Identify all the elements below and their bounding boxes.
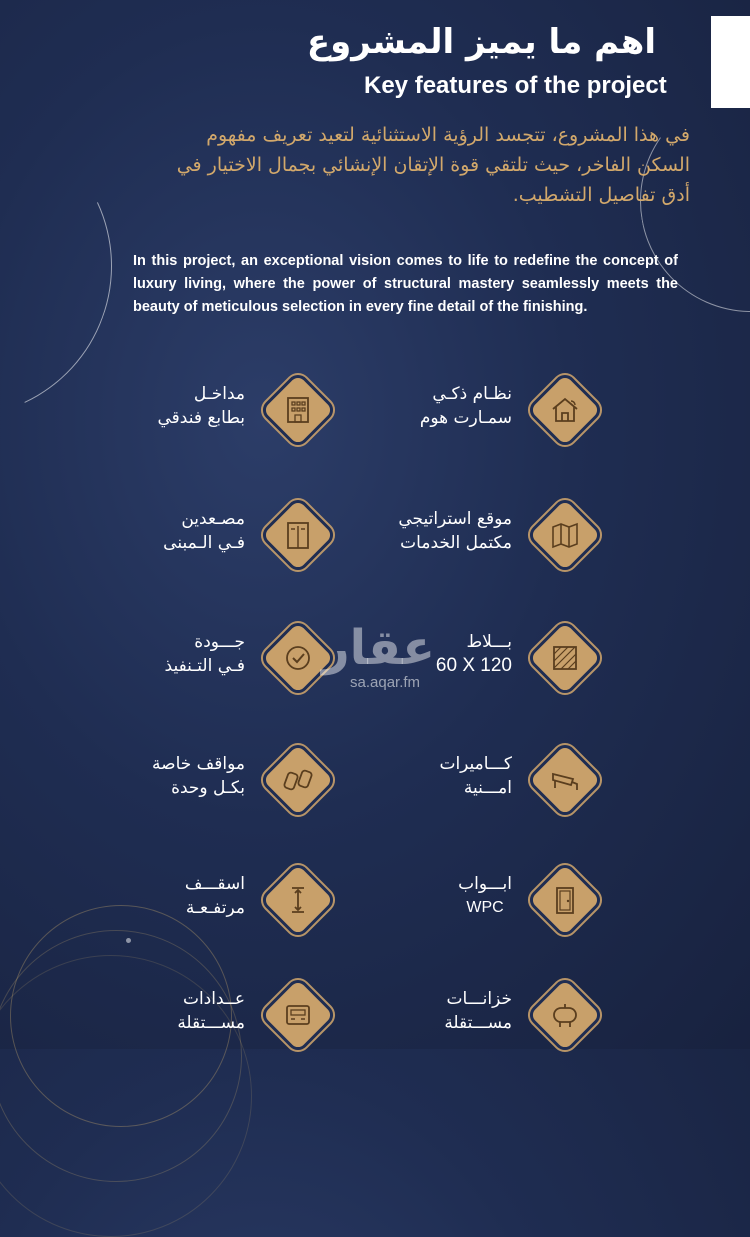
- feature-high-ceilings: [81, 860, 341, 940]
- feature-line1: اسقـــف: [184, 874, 245, 894]
- feature-line2: مرتفـعـة: [185, 898, 245, 918]
- title-arabic: اهم ما يميز المشروع: [306, 22, 656, 62]
- smart-home-icon: [530, 375, 600, 445]
- feature-security-cameras: [348, 740, 608, 820]
- parking-cars-icon: [263, 745, 333, 815]
- feature-line1: مصـعدين: [181, 509, 245, 529]
- feature-line1: ابـــواب: [458, 874, 512, 894]
- title-english: Key features of the project: [364, 72, 667, 99]
- feature-quality: [81, 618, 341, 698]
- feature-line1: جـــودة: [194, 632, 245, 652]
- meter-icon: [263, 980, 333, 1050]
- intro-english: In this project, an exceptional vision comes to life to redefine the concept of luxury living, where the power of structural mastery seamlessly meets the beauty of meticulous selection in every fine detail of the finishing.: [133, 253, 678, 315]
- feature-line2: WPC: [466, 899, 504, 916]
- feature-line1: نظـام ذكـي: [432, 384, 512, 404]
- water-tank-icon: [530, 980, 600, 1050]
- feature-line2: فـي الـمبنى: [163, 533, 245, 553]
- feature-line2: سمـارت هوم: [419, 408, 512, 428]
- door-icon: [530, 865, 600, 935]
- security-camera-icon: [530, 745, 600, 815]
- feature-strategic-location: [348, 495, 608, 575]
- map-icon: [530, 500, 600, 570]
- intro-arabic: في هذا المشروع، تتجسد الرؤية الاستثنائية لتعيد تعريف مفهوم السكن الفاخر، حيث تلتقي قوة الإتقان الإنشائي بجمال الاختيار في أدق تفاصيل التشطيب.: [176, 124, 690, 206]
- ceiling-height-icon: [263, 865, 333, 935]
- feature-line1: عــدادات: [182, 989, 245, 1009]
- feature-private-parking: [81, 740, 341, 820]
- feature-line2: فـي التـنفيذ: [164, 656, 245, 676]
- feature-hotel-entrances: [81, 370, 341, 450]
- feature-line1: كـــاميرات: [439, 754, 512, 774]
- building-icon: [263, 375, 333, 445]
- feature-independent-tanks: [348, 975, 608, 1055]
- feature-line2: 60 X 120: [435, 655, 512, 676]
- feature-line1: موقع استراتيجي: [398, 509, 512, 529]
- watermark-site: sa.aqar.fm: [350, 674, 421, 691]
- feature-line2: امـــنية: [463, 778, 512, 798]
- feature-smart-home: [348, 370, 608, 450]
- feature-independent-meters: [81, 975, 341, 1055]
- feature-line1: بـــلاط: [466, 632, 512, 652]
- feature-line2: مســـتقلة: [177, 1013, 245, 1033]
- feature-elevators: [81, 495, 341, 575]
- feature-line1: مواقف خاصة: [152, 754, 245, 774]
- tiles-icon: [530, 623, 600, 693]
- feature-line2: مكتمل الخدمات: [400, 533, 512, 553]
- elevator-icon: [263, 500, 333, 570]
- feature-wpc-doors: [348, 860, 608, 940]
- feature-line2: بطابع فندقي: [157, 408, 245, 428]
- feature-line1: مداخـل: [193, 384, 245, 404]
- feature-line2: مســـتقلة: [444, 1013, 512, 1033]
- decorative-dot: [126, 938, 131, 943]
- watermark-logo: عقار: [322, 620, 435, 676]
- feature-line1: خزانـــات: [446, 989, 512, 1009]
- feature-line2: بكـل وحدة: [171, 778, 245, 798]
